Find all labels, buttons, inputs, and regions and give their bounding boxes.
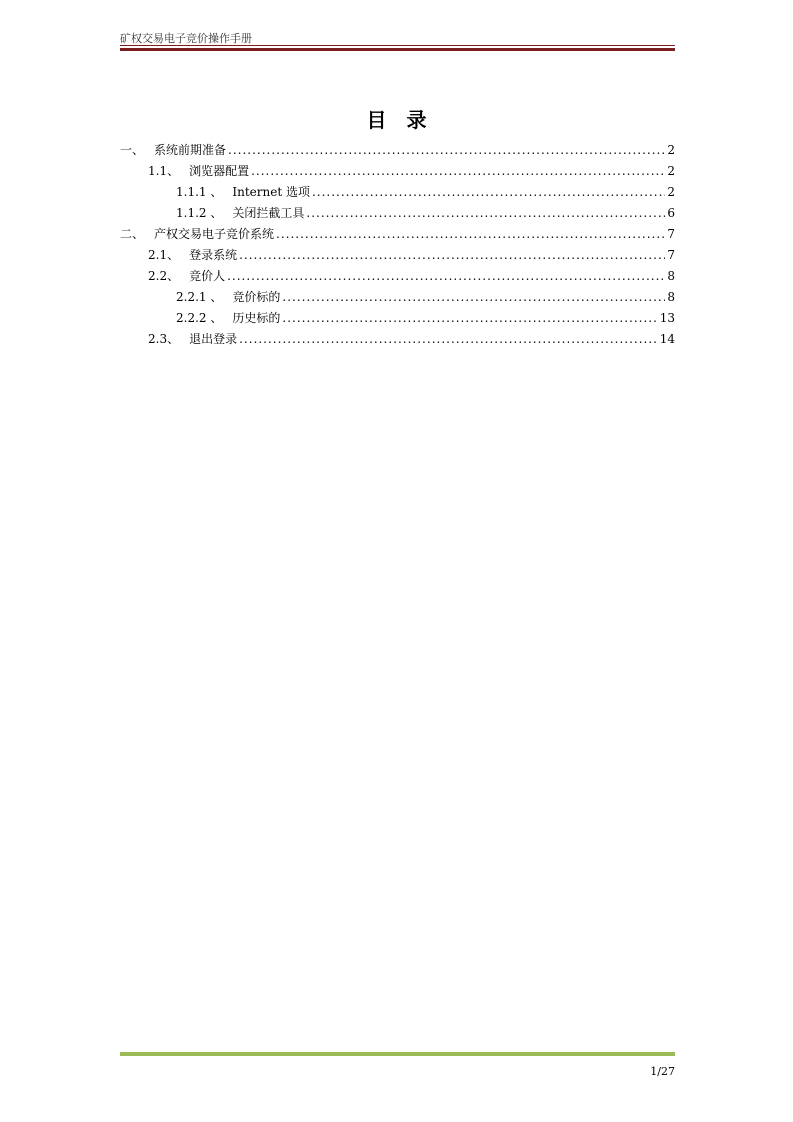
toc-entry-number: 2.2、 <box>148 269 180 283</box>
toc-leader-dots <box>251 161 665 182</box>
toc-leader-dots <box>227 266 665 287</box>
toc-leader-dots <box>228 140 665 161</box>
toc-entry-page: 13 <box>659 311 675 325</box>
toc-leader-dots <box>239 245 665 266</box>
toc-entry[interactable] <box>120 140 675 161</box>
table-of-contents <box>120 140 675 350</box>
toc-entry[interactable] <box>120 329 675 350</box>
toc-entry[interactable] <box>120 182 675 203</box>
toc-entry-label: 关闭拦截工具 <box>232 206 305 220</box>
toc-entry-label: 浏览器配置 <box>189 164 250 178</box>
toc-entry-number: 2.2.2 、 <box>176 311 223 325</box>
footer-divider <box>120 1052 675 1056</box>
toc-entry[interactable] <box>120 245 675 266</box>
toc-entry[interactable] <box>120 161 675 182</box>
toc-entry-number: 2.2.1 、 <box>176 290 223 304</box>
toc-entry-page: 8 <box>667 290 675 304</box>
toc-leader-dots <box>306 203 665 224</box>
toc-entry-number: 一、 <box>120 143 145 157</box>
toc-leader-dots <box>312 182 665 203</box>
toc-entry-page: 7 <box>667 248 675 262</box>
toc-entry[interactable] <box>120 308 675 329</box>
toc-entry-page: 6 <box>667 206 675 220</box>
header-divider-thin <box>120 45 675 46</box>
toc-entry-label: 竞价人 <box>189 269 226 283</box>
page-number: 1/27 <box>650 1065 675 1078</box>
toc-leader-dots <box>239 329 658 350</box>
header-divider-thick <box>120 48 675 51</box>
toc-entry-page: 2 <box>667 185 675 199</box>
toc-leader-dots <box>282 287 665 308</box>
toc-entry-number: 2.3、 <box>148 332 180 346</box>
toc-leader-dots <box>276 224 665 245</box>
toc-entry-label: 产权交易电子竞价系统 <box>154 227 275 241</box>
toc-entry-label: Internet 选项 <box>232 185 310 199</box>
toc-entry-number: 1.1、 <box>148 164 180 178</box>
toc-entry-page: 2 <box>667 164 675 178</box>
toc-title: 目录 <box>366 108 447 132</box>
toc-entry[interactable] <box>120 224 675 245</box>
toc-entry[interactable] <box>120 287 675 308</box>
toc-entry-page: 7 <box>667 227 675 241</box>
toc-entry-number: 1.1.2 、 <box>176 206 223 220</box>
toc-entry-label: 系统前期准备 <box>154 143 227 157</box>
toc-entry-label: 登录系统 <box>189 248 238 262</box>
toc-leader-dots <box>282 308 657 329</box>
running-header: 矿权交易电子竞价操作手册 <box>120 32 252 45</box>
toc-entry-number: 1.1.1 、 <box>176 185 223 199</box>
toc-entry-number: 2.1、 <box>148 248 180 262</box>
toc-entry-page: 8 <box>667 269 675 283</box>
toc-entry-page: 2 <box>667 143 675 157</box>
toc-entry-label: 历史标的 <box>232 311 281 325</box>
toc-entry-label: 退出登录 <box>189 332 238 346</box>
toc-entry-number: 二、 <box>120 227 145 241</box>
toc-entry[interactable] <box>120 266 675 287</box>
toc-entry[interactable] <box>120 203 675 224</box>
header-divider <box>120 45 675 51</box>
toc-entry-label: 竞价标的 <box>232 290 281 304</box>
toc-entry-page: 14 <box>659 332 675 346</box>
